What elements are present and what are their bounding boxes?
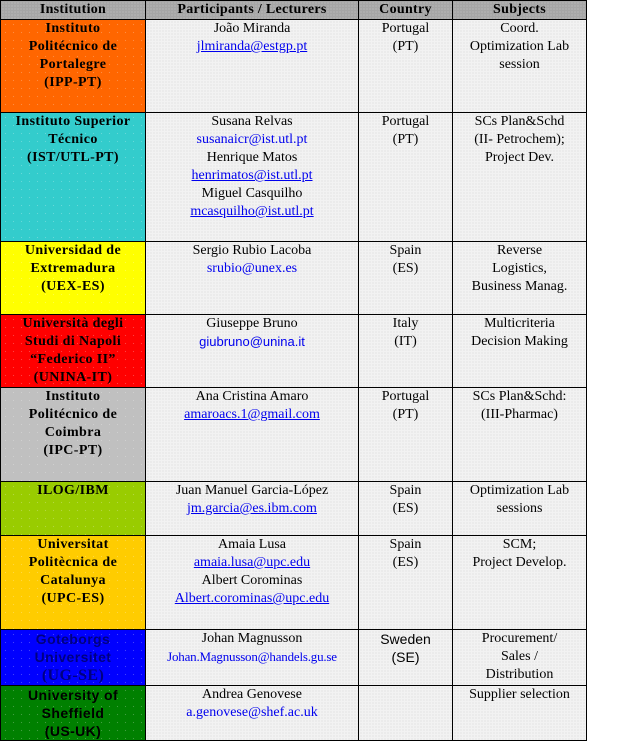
table-row [1, 630, 587, 686]
institution-cell [1, 20, 146, 113]
subject-line: Sales / [501, 649, 538, 664]
institution-name-line: Universidad de [24, 243, 122, 258]
institution-name-line: Instituto Superior [15, 114, 131, 129]
header-subjects: Subjects [453, 1, 587, 20]
subject-line: Logistics, [492, 261, 547, 276]
subjects-cell [453, 686, 587, 741]
participant-email-link[interactable]: jlmiranda@estgp.pt [196, 39, 308, 54]
participant-email-link[interactable]: Albert.corominas@upc.edu [174, 591, 330, 606]
subject-line: Optimization Lab [469, 483, 570, 498]
subject-line: Decision Making [471, 334, 568, 349]
institution-cell [1, 315, 146, 388]
table-row [1, 482, 587, 536]
participant-name: Sergio Rubio Lacoba [192, 243, 312, 258]
country-line: Spain [389, 243, 422, 258]
participant-name: Albert Corominas [201, 573, 303, 588]
institution-name-line: Universitat [37, 537, 109, 552]
institution-cell [1, 686, 146, 741]
country-line: (ES) [392, 555, 419, 570]
country-line: (PT) [392, 132, 419, 147]
subject-line: Optimization Lab [469, 39, 570, 54]
participant-name: Susana Relvas [211, 114, 293, 129]
participant-email-link[interactable]: mcasquilho@ist.utl.pt [190, 204, 314, 219]
institution-name-line: (IPP-PT) [44, 75, 102, 90]
country-cell [359, 630, 453, 686]
participant-email-link[interactable]: giubruno@unina.it [199, 334, 305, 349]
institution-name-line: (US-UK) [44, 723, 102, 739]
subject-line: SCs Plan&Schd [474, 114, 565, 129]
country-line: Portugal [381, 114, 430, 129]
participant-email-link[interactable]: amaia.lusa@upc.edu [193, 555, 311, 570]
institution-cell [1, 113, 146, 242]
country-line: Spain [389, 483, 422, 498]
country-cell [359, 242, 453, 315]
institution-cell [1, 242, 146, 315]
participants-cell [146, 388, 359, 482]
subjects-cell [453, 388, 587, 482]
participants-cell [146, 686, 359, 741]
participants-cell [146, 20, 359, 113]
institution-name-line: (UG-SE) [41, 667, 105, 684]
subject-line: SCM; [502, 537, 537, 552]
subject-line: Project Develop. [472, 555, 567, 570]
participant-name: Andrea Genovese [202, 687, 302, 702]
country-cell [359, 113, 453, 242]
participants-cell [146, 242, 359, 315]
country-cell [359, 482, 453, 536]
country-line: (ES) [392, 261, 419, 276]
participants-cell [146, 482, 359, 536]
table-row [1, 113, 587, 242]
institution-name-line: Sheffield [41, 705, 105, 721]
country-line: (IT) [394, 334, 417, 349]
subjects-cell [453, 20, 587, 113]
institution-name-line: (IPC-PT) [43, 443, 103, 458]
subjects-cell [453, 536, 587, 630]
participants-cell [146, 536, 359, 630]
subject-line: Procurement/ [481, 631, 558, 646]
participants-cell [146, 315, 359, 388]
participant-name: Ana Cristina Amaro [195, 389, 309, 404]
subject-line: Reverse [496, 243, 543, 258]
subject-line: (II- Petrochem); [474, 132, 565, 147]
subject-line: Distribution [485, 667, 554, 682]
table-row [1, 242, 587, 315]
country-line: (ES) [392, 501, 419, 516]
header-participants: Participants / Lecturers [146, 1, 359, 20]
institution-name-line: Portalegre [39, 57, 107, 72]
participant-email-link[interactable]: susanaicr@ist.utl.pt [196, 132, 308, 147]
institution-name-line: Università degli [22, 316, 124, 331]
participant-name: Henrique Matos [206, 150, 298, 165]
institution-name-line: Catalunya [40, 573, 106, 588]
country-line: Portugal [381, 21, 430, 36]
participant-email-link[interactable]: a.genovese@shef.ac.uk [186, 705, 318, 720]
country-cell [359, 20, 453, 113]
institution-name-line: Universitet [34, 649, 112, 665]
table-row [1, 315, 587, 388]
institution-name-line: Politècnica de [28, 555, 118, 570]
country-cell [359, 536, 453, 630]
institution-name-line: (UEX-ES) [41, 279, 105, 294]
header-institution: Institution [1, 1, 146, 20]
participants-cell [146, 630, 359, 686]
country-line: Spain [389, 537, 422, 552]
institution-cell [1, 388, 146, 482]
participant-name: Amaia Lusa [217, 537, 287, 552]
participant-email-link[interactable]: amaroacs.1@gmail.com [184, 407, 320, 422]
institution-name-line: (UNINA-IT) [33, 370, 113, 385]
participant-name: Johan Magnusson [201, 631, 303, 646]
table-row [1, 536, 587, 630]
subject-line: (III-Pharmac) [481, 407, 558, 422]
table-row [1, 686, 587, 741]
institution-name-line: Politécnico de [28, 39, 118, 54]
subjects-cell [453, 630, 587, 686]
institution-name-line: (UPC-ES) [41, 591, 105, 606]
institution-name-line: Studi di Napoli [24, 334, 122, 349]
institution-name-line: Goteborgs [35, 631, 111, 647]
subject-line: sessions [496, 501, 543, 516]
subjects-cell [453, 242, 587, 315]
header-country: Country [359, 1, 453, 20]
country-line: Italy [392, 316, 419, 331]
country-cell [359, 686, 453, 741]
country-line: Portugal [381, 389, 430, 404]
institution-name-line: Instituto [45, 389, 101, 404]
subject-line: Supplier selection [469, 687, 570, 702]
participant-name: Juan Manuel Garcia-López [175, 483, 329, 498]
subjects-cell [453, 315, 587, 388]
participant-email-link[interactable]: jm.garcia@es.ibm.com [187, 501, 317, 516]
institution-name-line: Instituto [45, 21, 101, 36]
country-line: (PT) [392, 407, 419, 422]
country-cell [359, 315, 453, 388]
subject-line: Multicriteria [484, 316, 555, 331]
participant-name: João Miranda [213, 21, 291, 36]
subjects-cell [453, 482, 587, 536]
country-line: Sweden [380, 631, 431, 647]
header-row [1, 1, 587, 20]
participant-email-link[interactable]: henrimatos@ist.utl.pt [191, 168, 313, 183]
institution-name-line: University of [28, 687, 118, 703]
country-line: (PT) [392, 39, 419, 54]
participant-email-link[interactable]: Johan.Magnusson@handels.gu.se [167, 649, 337, 664]
subjects-cell [453, 113, 587, 242]
subject-line: session [499, 57, 540, 72]
table-row [1, 20, 587, 113]
country-line: (SE) [391, 649, 420, 665]
institution-name-line: Técnico [48, 132, 98, 147]
institution-name-line: Politécnico de [28, 407, 118, 422]
country-cell [359, 388, 453, 482]
institution-name-line: ILOG/IBM [37, 483, 109, 498]
subject-line: Coord. [500, 21, 539, 36]
participant-name: Giuseppe Bruno [206, 316, 298, 331]
institution-name-line: Extremadura [30, 261, 116, 276]
participants-cell [146, 113, 359, 242]
institution-cell [1, 630, 146, 686]
institution-name-line: (IST/UTL-PT) [27, 150, 119, 165]
participant-email-link[interactable]: srubio@unex.es [206, 261, 298, 276]
table-row [1, 388, 587, 482]
subject-line: Business Manag. [471, 279, 568, 294]
institution-name-line: “Federico II” [30, 352, 116, 367]
participant-name: Miguel Casquilho [201, 186, 303, 201]
subject-line: Project Dev. [484, 150, 555, 165]
institution-cell [1, 536, 146, 630]
subject-line: SCs Plan&Schd: [472, 389, 567, 404]
institution-name-line: Coimbra [44, 425, 102, 440]
institution-cell [1, 482, 146, 536]
